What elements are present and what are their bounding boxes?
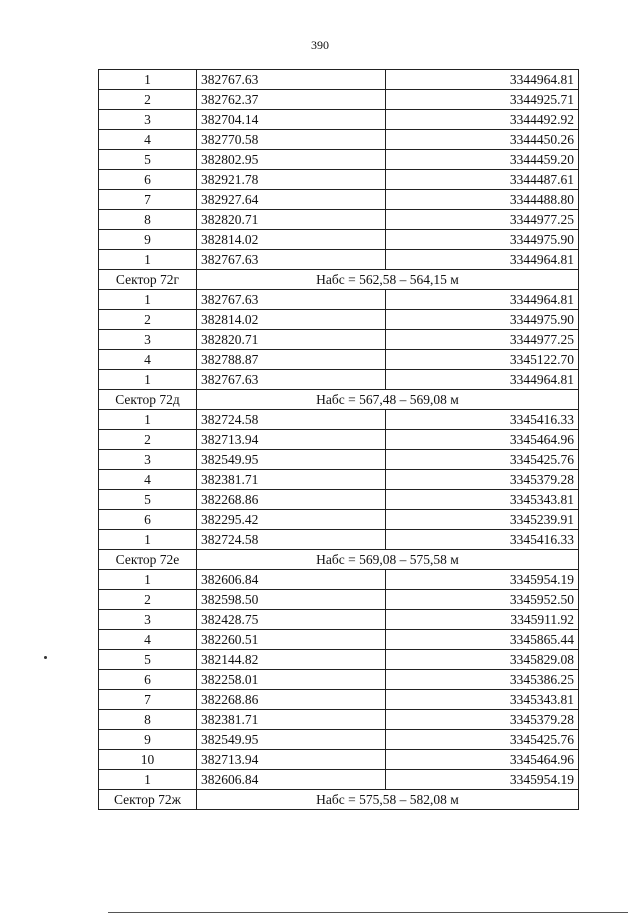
- sector-height-cell: Набс = 567,48 – 569,08 м: [197, 390, 579, 410]
- point-number-cell: 2: [99, 310, 197, 330]
- table-row: [99, 770, 579, 790]
- point-number-cell: 9: [99, 230, 197, 250]
- y-coordinate-cell: 3344964.81: [386, 370, 579, 390]
- x-coordinate-cell: 382788.87: [197, 350, 386, 370]
- y-coordinate-cell: 3344977.25: [386, 330, 579, 350]
- point-number-cell: 6: [99, 670, 197, 690]
- sector-label-cell: Сектор 72д: [99, 390, 197, 410]
- x-coordinate-cell: 382724.58: [197, 530, 386, 550]
- y-coordinate-cell: 3345954.19: [386, 570, 579, 590]
- x-coordinate-cell: 382820.71: [197, 330, 386, 350]
- y-coordinate-cell: 3344487.61: [386, 170, 579, 190]
- x-coordinate-cell: 382549.95: [197, 450, 386, 470]
- x-coordinate-cell: 382767.63: [197, 70, 386, 90]
- x-coordinate-cell: 382260.51: [197, 630, 386, 650]
- x-coordinate-cell: 382428.75: [197, 610, 386, 630]
- x-coordinate-cell: 382295.42: [197, 510, 386, 530]
- x-coordinate-cell: 382921.78: [197, 170, 386, 190]
- point-number-cell: 2: [99, 590, 197, 610]
- table-row: [99, 330, 579, 350]
- y-coordinate-cell: 3344964.81: [386, 290, 579, 310]
- table-row: [99, 70, 579, 90]
- table-row: [99, 450, 579, 470]
- x-coordinate-cell: 382767.63: [197, 290, 386, 310]
- point-number-cell: 2: [99, 430, 197, 450]
- table-row: [99, 410, 579, 430]
- table-row: [99, 610, 579, 630]
- x-coordinate-cell: 382713.94: [197, 750, 386, 770]
- point-number-cell: 5: [99, 150, 197, 170]
- y-coordinate-cell: 3345416.33: [386, 410, 579, 430]
- y-coordinate-cell: 3345416.33: [386, 530, 579, 550]
- point-number-cell: 1: [99, 410, 197, 430]
- point-number-cell: 1: [99, 70, 197, 90]
- point-number-cell: 4: [99, 630, 197, 650]
- y-coordinate-cell: 3345122.70: [386, 350, 579, 370]
- page-number: 390: [311, 38, 329, 52]
- point-number-cell: 6: [99, 170, 197, 190]
- table-row: [99, 590, 579, 610]
- table-row: [99, 630, 579, 650]
- sector-label-cell: Сектор 72г: [99, 270, 197, 290]
- table-row: [99, 370, 579, 390]
- table-row: [99, 430, 579, 450]
- point-number-cell: 6: [99, 510, 197, 530]
- table-row: [99, 470, 579, 490]
- sector-label-cell: Сектор 72ж: [99, 790, 197, 810]
- table-row: [99, 290, 579, 310]
- table-row: [99, 110, 579, 130]
- point-number-cell: 5: [99, 490, 197, 510]
- point-number-cell: 3: [99, 330, 197, 350]
- coordinates-table: [98, 69, 579, 810]
- table-row: [99, 250, 579, 270]
- point-number-cell: 4: [99, 470, 197, 490]
- y-coordinate-cell: 3344964.81: [386, 70, 579, 90]
- point-number-cell: 3: [99, 110, 197, 130]
- table-row: [99, 170, 579, 190]
- x-coordinate-cell: 382606.84: [197, 770, 386, 790]
- point-number-cell: 1: [99, 370, 197, 390]
- point-number-cell: 1: [99, 570, 197, 590]
- y-coordinate-cell: 3345829.08: [386, 650, 579, 670]
- sector-label-cell: Сектор 72е: [99, 550, 197, 570]
- table-row: [99, 530, 579, 550]
- y-coordinate-cell: 3344975.90: [386, 310, 579, 330]
- x-coordinate-cell: 382770.58: [197, 130, 386, 150]
- x-coordinate-cell: 382381.71: [197, 470, 386, 490]
- table-row: [99, 730, 579, 750]
- x-coordinate-cell: 382606.84: [197, 570, 386, 590]
- y-coordinate-cell: 3344492.92: [386, 110, 579, 130]
- y-coordinate-cell: 3344925.71: [386, 90, 579, 110]
- y-coordinate-cell: 3344975.90: [386, 230, 579, 250]
- sector-header-row: [99, 550, 579, 570]
- table-row: [99, 190, 579, 210]
- x-coordinate-cell: 382268.86: [197, 490, 386, 510]
- x-coordinate-cell: 382258.01: [197, 670, 386, 690]
- y-coordinate-cell: 3345343.81: [386, 690, 579, 710]
- x-coordinate-cell: 382268.86: [197, 690, 386, 710]
- point-number-cell: 4: [99, 350, 197, 370]
- x-coordinate-cell: 382144.82: [197, 650, 386, 670]
- y-coordinate-cell: 3344964.81: [386, 250, 579, 270]
- point-number-cell: 10: [99, 750, 197, 770]
- x-coordinate-cell: 382802.95: [197, 150, 386, 170]
- y-coordinate-cell: 3345952.50: [386, 590, 579, 610]
- y-coordinate-cell: 3345379.28: [386, 470, 579, 490]
- scan-speck: [44, 656, 47, 659]
- x-coordinate-cell: 382767.63: [197, 250, 386, 270]
- y-coordinate-cell: 3345425.76: [386, 450, 579, 470]
- point-number-cell: 8: [99, 210, 197, 230]
- point-number-cell: 1: [99, 770, 197, 790]
- table-row: [99, 750, 579, 770]
- sector-header-row: [99, 790, 579, 810]
- table-row: [99, 710, 579, 730]
- y-coordinate-cell: 3345865.44: [386, 630, 579, 650]
- coordinates-table-body: [99, 70, 579, 810]
- table-row: [99, 230, 579, 250]
- y-coordinate-cell: 3345343.81: [386, 490, 579, 510]
- table-row: [99, 130, 579, 150]
- sector-height-cell: Набс = 562,58 – 564,15 м: [197, 270, 579, 290]
- point-number-cell: 1: [99, 250, 197, 270]
- y-coordinate-cell: 3345386.25: [386, 670, 579, 690]
- table-row: [99, 90, 579, 110]
- x-coordinate-cell: 382549.95: [197, 730, 386, 750]
- point-number-cell: 5: [99, 650, 197, 670]
- table-row: [99, 690, 579, 710]
- y-coordinate-cell: 3345954.19: [386, 770, 579, 790]
- y-coordinate-cell: 3345911.92: [386, 610, 579, 630]
- x-coordinate-cell: 382762.37: [197, 90, 386, 110]
- table-row: [99, 570, 579, 590]
- table-row: [99, 650, 579, 670]
- table-row: [99, 510, 579, 530]
- sector-header-row: [99, 270, 579, 290]
- x-coordinate-cell: 382814.02: [197, 230, 386, 250]
- x-coordinate-cell: 382927.64: [197, 190, 386, 210]
- x-coordinate-cell: 382598.50: [197, 590, 386, 610]
- y-coordinate-cell: 3344488.80: [386, 190, 579, 210]
- point-number-cell: 4: [99, 130, 197, 150]
- y-coordinate-cell: 3345239.91: [386, 510, 579, 530]
- y-coordinate-cell: 3344977.25: [386, 210, 579, 230]
- y-coordinate-cell: 3344459.20: [386, 150, 579, 170]
- table-row: [99, 670, 579, 690]
- y-coordinate-cell: 3344450.26: [386, 130, 579, 150]
- point-number-cell: 7: [99, 190, 197, 210]
- x-coordinate-cell: 382704.14: [197, 110, 386, 130]
- point-number-cell: 8: [99, 710, 197, 730]
- table-row: [99, 150, 579, 170]
- y-coordinate-cell: 3345379.28: [386, 710, 579, 730]
- sector-height-cell: Набс = 569,08 – 575,58 м: [197, 550, 579, 570]
- table-row: [99, 310, 579, 330]
- x-coordinate-cell: 382713.94: [197, 430, 386, 450]
- x-coordinate-cell: 382814.02: [197, 310, 386, 330]
- sector-header-row: [99, 390, 579, 410]
- x-coordinate-cell: 382724.58: [197, 410, 386, 430]
- point-number-cell: 3: [99, 450, 197, 470]
- y-coordinate-cell: 3345464.96: [386, 430, 579, 450]
- point-number-cell: 2: [99, 90, 197, 110]
- point-number-cell: 7: [99, 690, 197, 710]
- x-coordinate-cell: 382820.71: [197, 210, 386, 230]
- point-number-cell: 1: [99, 530, 197, 550]
- point-number-cell: 9: [99, 730, 197, 750]
- y-coordinate-cell: 3345425.76: [386, 730, 579, 750]
- point-number-cell: 3: [99, 610, 197, 630]
- table-row: [99, 490, 579, 510]
- sector-height-cell: Набс = 575,58 – 582,08 м: [197, 790, 579, 810]
- y-coordinate-cell: 3345464.96: [386, 750, 579, 770]
- page-edge-line: [108, 912, 628, 913]
- x-coordinate-cell: 382767.63: [197, 370, 386, 390]
- x-coordinate-cell: 382381.71: [197, 710, 386, 730]
- table-row: [99, 210, 579, 230]
- point-number-cell: 1: [99, 290, 197, 310]
- table-row: [99, 350, 579, 370]
